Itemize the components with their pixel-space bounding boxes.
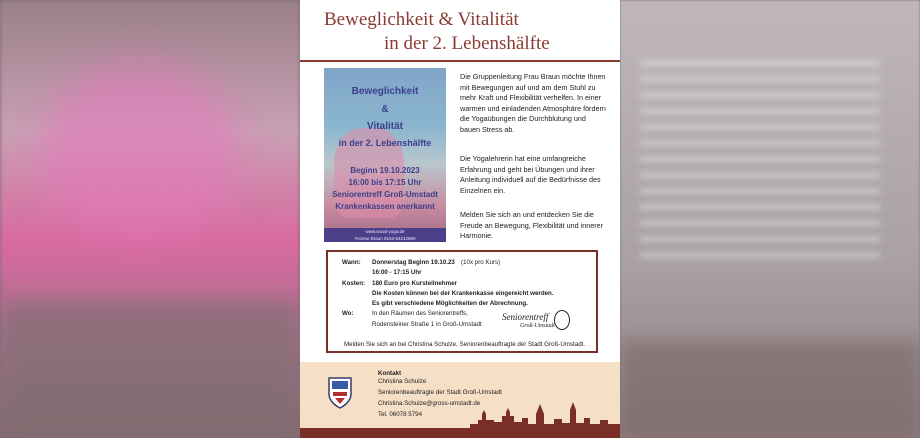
cost-note-1: Die Kosten können bei der Krankenkasse eingereicht werden. [372, 290, 554, 297]
blurred-background-right [620, 0, 920, 438]
contact-email[interactable]: Christina.Schulze@gross-umstadt.de [378, 400, 481, 407]
time-value: 16:00 - 17:15 Uhr [372, 269, 422, 276]
contact-role: Seniorenbeauftragte der Stadt Groß-Umstadt [378, 389, 502, 396]
poster-line-5: Beginn 19.10.2023 [350, 166, 420, 175]
seniorentreff-logo [502, 310, 572, 334]
poster-line-2: & [381, 104, 389, 115]
seal-ring-icon [554, 310, 570, 330]
seal-line-2: Groß-Umstadt [520, 323, 555, 329]
blurred-background-left [0, 0, 300, 438]
course-info-box [326, 250, 598, 353]
info-footer: Melden Sie sich an bei Christina Schulze, Seniorenbeauftragte der Stadt Groß-Umstadt. [344, 341, 586, 348]
description-paragraph-1: Die Gruppenleitung Frau Braun möchte Ihnen mit Bewegungen auf und am dem Stuhl zu mehr Kraft und Flexibilität verhelfen. In einer warmen und einladenden Atmosphäre fördern die Yogaübungen die Durchblutung und bauen Stress ab. [460, 72, 606, 134]
course-poster-image [324, 68, 446, 242]
cost-value: 180 Euro pro Kursteilnehmer [372, 280, 457, 287]
cost-label: Kosten: [342, 280, 366, 287]
flyer-page [300, 0, 620, 438]
cost-note-2: Es gibt verschiedene Möglichkeiten der Abrechnung. [372, 300, 528, 307]
flyer-title [300, 6, 620, 60]
when-value: Donnerstag Beginn 19.10.23 [372, 259, 455, 266]
contact-section [300, 362, 620, 438]
contact-phone: Tel. 06078 5794 [378, 411, 423, 418]
when-label: Wann: [342, 259, 361, 266]
when-note: (10x pro Kurs) [461, 259, 501, 266]
footer-bar [300, 428, 620, 438]
contact-name: Christina Schulze [378, 378, 427, 385]
where-label: Wo: [342, 310, 354, 317]
poster-footer [324, 228, 446, 242]
poster-line-3: Vitalität [367, 121, 403, 132]
poster-line-6: 16:00 bis 17:15 Uhr [348, 178, 422, 187]
title-line-1: Beweglichkeit & Vitalität [324, 9, 519, 30]
poster-line-7: Seniorentreff Groß-Umstadt [332, 190, 438, 199]
where-value-2: Rodensteiner Straße 1 in Groß-Umstadt [372, 321, 482, 328]
description-paragraph-3: Melden Sie sich an und entdecken Sie die Freude an Bewegung, Flexibilität und innerer Harmonie. [460, 210, 604, 241]
title-divider [300, 60, 620, 62]
poster-line-4: in der 2. Lebenshälfte [338, 138, 432, 148]
contact-heading: Kontakt [378, 370, 402, 377]
poster-line-8: Krankenkassen anerkannt [335, 202, 435, 211]
title-line-2: in der 2. Lebenshälfte [384, 33, 550, 54]
town-skyline-icon [470, 400, 620, 430]
poster-footer-phone: Yvonne Braun 0152-54212869 [354, 236, 416, 241]
coat-of-arms-icon [326, 376, 354, 410]
where-value-1: In den Räumen des Seniorentreffs, [372, 310, 468, 317]
poster-line-1: Beweglichkeit [351, 86, 419, 97]
description-paragraph-2: Die Yogalehrerin hat eine umfangreiche Erfahrung und geht bei Übungen und ihrer Anleitung individuell auf die Bedürfnisse des Einzelnen ein. [460, 154, 601, 195]
poster-footer-web: www.wood-yoga.de [365, 229, 405, 234]
seal-line-1: Seniorentreff [502, 312, 549, 322]
